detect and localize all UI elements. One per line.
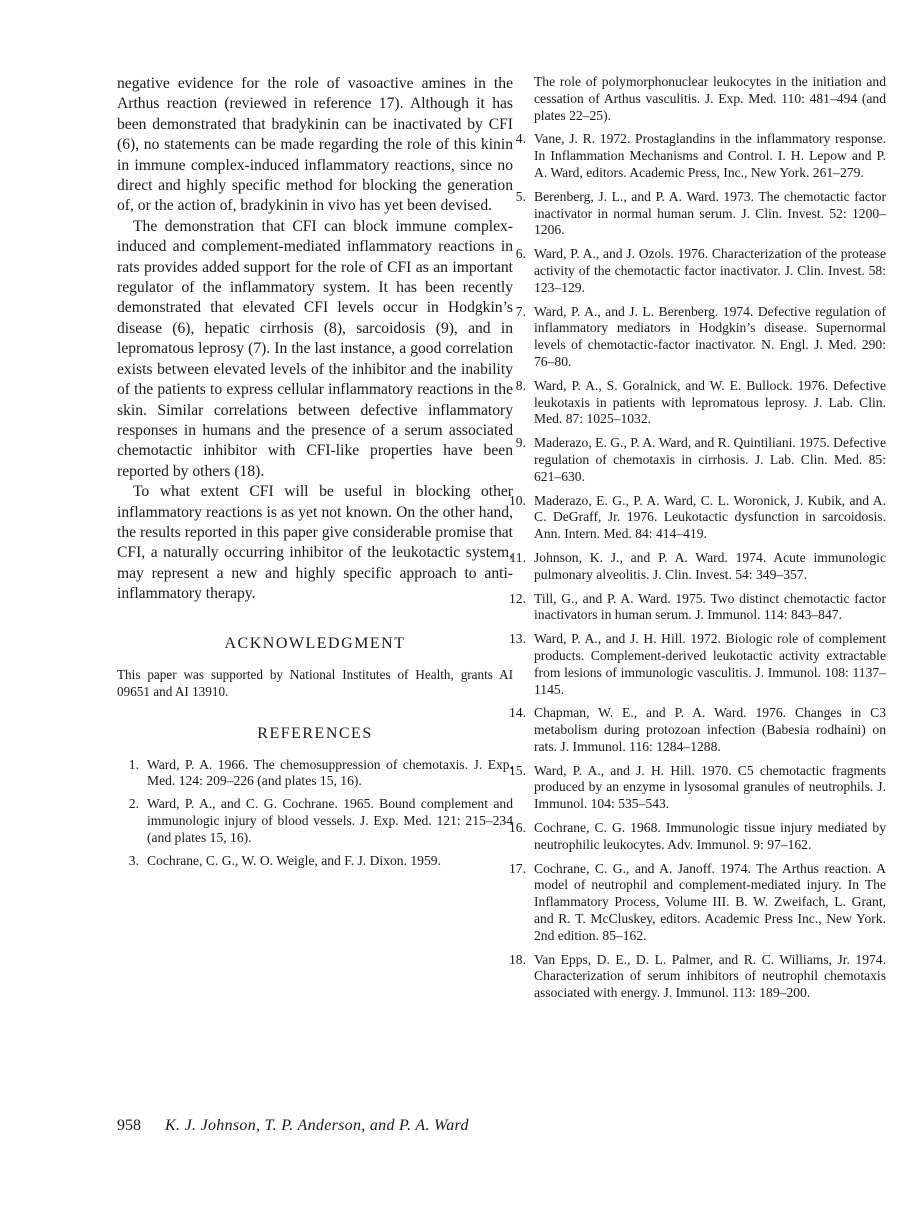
reference-number: 14. (509, 705, 526, 721)
acknowledgment-heading: ACKNOWLEDGMENT (224, 634, 406, 652)
reference-number: 7. (515, 303, 526, 319)
reference-item (117, 757, 513, 791)
reference-item (504, 131, 886, 181)
reference-number: 16. (509, 820, 526, 836)
reference-item (504, 550, 886, 584)
reference-number: 2. (128, 796, 139, 812)
reference-number: 11. (509, 549, 526, 565)
reference-item (117, 796, 513, 846)
reference-number: 5. (515, 188, 526, 204)
reference-item (504, 493, 886, 543)
reference-text: Maderazo, E. G., P. A. Ward, C. L. Woronick, J. Kubik, and A. C. DeGraff, Jr. 1976. Leukotactic dysfunction in sarcoidosis. Ann. Intern. Med. 84: 414–419. (534, 492, 886, 542)
reference-text: Vane, J. R. 1972. Prostaglandins in the inflammatory response. In Inflammation Mechanisms and Control. I. H. Lepow and P. A. Ward, editors. Academic Press, Inc., New York. 261–279. (534, 131, 886, 180)
reference-text: Ward, P. A. 1966. The chemosuppression of chemotaxis. J. Exp. Med. 124: 209–226 (and plates 15, 16). (147, 756, 513, 789)
page-footer (117, 1117, 469, 1135)
body-paragraph: The demonstration that CFI can block immune complex-induced and complement-mediated inflammatory reactions in rats provides added support for the role of CFI as an important regulator of the inflammatory system. It has been recently demonstrated that elevated CFI levels occur in Hodgkin’s disease (6), hepatic cirrhosis (8), sarcoidosis (9), and in lepromatous leprosy (7). In the last instance, a good correlation exists between elevated levels of the inhibitor and the inability of the patients to express cellular inflammatory reactions in the skin. Similar correlations between defective inflammatory responses in humans and the presence of a serum associated chemotactic inhibitor with CFI-like properties have been reported by others (18). (117, 217, 513, 480)
reference-text: Johnson, K. J., and P. A. Ward. 1974. Acute immunologic pulmonary alveolitis. J. Clin. Invest. 54: 349–357. (534, 549, 886, 582)
reference-continuation: The role of polymorphonuclear leukocytes in the initiation and cessation of Arthus vasculitis. J. Exp. Med. 110: 481–494 (and plates 22–25). (534, 74, 886, 123)
reference-number: 13. (509, 631, 526, 647)
reference-item (504, 952, 886, 1002)
reference-text: Berenberg, J. L., and P. A. Ward. 1973. The chemotactic factor inactivator in normal human serum. J. Clin. Invest. 52: 1200–1206. (534, 188, 886, 238)
reference-number: 10. (509, 492, 526, 508)
reference-item (504, 378, 886, 428)
reference-text: Till, G., and P. A. Ward. 1975. Two distinct chemotactic factor inactivators in human serum. J. Immunol. 114: 843–847. (534, 590, 886, 623)
reference-number: 18. (509, 951, 526, 967)
reference-item (504, 304, 886, 371)
body-paragraph: To what extent CFI will be useful in blocking other inflammatory reactions is as yet not known. On the other hand, the results reported in this paper give considerable promise that CFI, a naturally occurring inhibitor of the leukotactic system, may represent a new and highly specific approach to anti-inflammatory therapy. (117, 483, 513, 603)
reference-text: Maderazo, E. G., P. A. Ward, and R. Quintiliani. 1975. Defective regulation of chemotaxis in cirrhosis. J. Lab. Clin. Med. 85: 621–630. (534, 435, 887, 484)
reference-number: 15. (509, 762, 526, 778)
reference-text: Cochrane, C. G., and A. Janoff. 1974. The Arthus reaction. A model of neutrophil and complement-mediated injury. In The Inflammatory Process, Volume III. B. W. Zweifach, L. Grant, and R. T. McCluskey, editors. Academic Press Inc., New York. 2nd edition. 85–162. (534, 860, 886, 943)
body-paragraph: negative evidence for the role of vasoactive amines in the Arthus reaction (reviewed in reference 17). Although it has been demonstrated that bradykinin can be inactivated by CFI (6), no statements can be made regarding the role of this kinin in immune complex-induced inflammatory reactions, since no direct and highly specific method for blocking the generation of, or the action of, bradykinin in vivo has yet been devised. (117, 75, 513, 215)
left-column (117, 74, 513, 875)
reference-item (504, 189, 886, 239)
reference-text: Ward, P. A., S. Goralnick, and W. E. Bullock. 1976. Defective leukotaxis in patients with lepromatous leprosy. J. Lab. Clin. Med. 87: 1025–1032. (534, 377, 886, 427)
reference-text: Ward, P. A., and J. H. Hill. 1970. C5 chemotactic fragments produced by an enzyme in lysosomal granules of neutrophils. J. Immunol. 104: 535–543. (534, 762, 886, 812)
page-number: 958 (117, 1117, 141, 1134)
reference-item (504, 705, 886, 755)
reference-text: Cochrane, C. G. 1968. Immunologic tissue injury mediated by neutrophilic leukocytes. Adv. Immunol. 9: 97–162. (534, 820, 886, 852)
reference-text: Ward, P. A., and J. H. Hill. 1972. Biologic role of complement products. Complement-derived leukotactic activity extractable from lesions of immunologic vasculitis. J. Immunol. 108: 1137–1145. (534, 631, 886, 697)
reference-number: 8. (515, 377, 526, 393)
reference-item (117, 853, 513, 870)
reference-item (504, 631, 886, 698)
running-authors: K. J. Johnson, T. P. Anderson, and P. A. Ward (165, 1117, 469, 1134)
reference-text: Ward, P. A., and J. Ozols. 1976. Characterization of the protease activity of the chemotactic factor inactivator. J. Clin. Invest. 58: 123–129. (534, 246, 886, 295)
references-list-right (504, 131, 886, 1002)
reference-item (504, 763, 886, 813)
reference-number: 12. (509, 590, 526, 606)
reference-number: 1. (128, 756, 139, 772)
reference-text: Chapman, W. E., and P. A. Ward. 1976. Changes in C3 metabolism during protozoan infection (Babesia rodhaini) on rats. J. Immunol. 116: 1284–1288. (534, 705, 886, 754)
right-column (504, 74, 886, 1009)
reference-item (504, 435, 886, 485)
reference-item (504, 820, 886, 854)
reference-number: 6. (515, 246, 526, 262)
acknowledgment-text: This paper was supported by National Institutes of Health, grants AI 09651 and AI 13910. (117, 666, 513, 699)
references-heading: REFERENCES (257, 724, 373, 742)
reference-number: 3. (128, 852, 139, 868)
reference-number: 17. (509, 860, 526, 876)
reference-text: Ward, P. A., and C. G. Cochrane. 1965. Bound complement and immunologic injury of blood vessels. J. Exp. Med. 121: 215–234 (and plates 15, 16). (147, 796, 513, 845)
reference-item (504, 246, 886, 296)
reference-number: 9. (515, 435, 526, 451)
reference-item (504, 861, 886, 945)
reference-number: 4. (515, 131, 526, 147)
references-list-left (117, 757, 513, 870)
reference-text: Ward, P. A., and J. L. Berenberg. 1974. Defective regulation of inflammatory mediators in Hodgkin’s disease. Supernormal levels of chemotactic-factor inactivator. N. Engl. J. Med. 290: 76–80. (534, 303, 886, 369)
reference-text: Van Epps, D. E., D. L. Palmer, and R. C. Williams, Jr. 1974. Characterization of serum inhibitors of neutrophil chemotaxis associated with energy. J. Immunol. 113: 189–200. (534, 951, 886, 1001)
reference-item (504, 591, 886, 625)
reference-text: Cochrane, C. G., W. O. Weigle, and F. J. Dixon. 1959. (147, 852, 441, 868)
